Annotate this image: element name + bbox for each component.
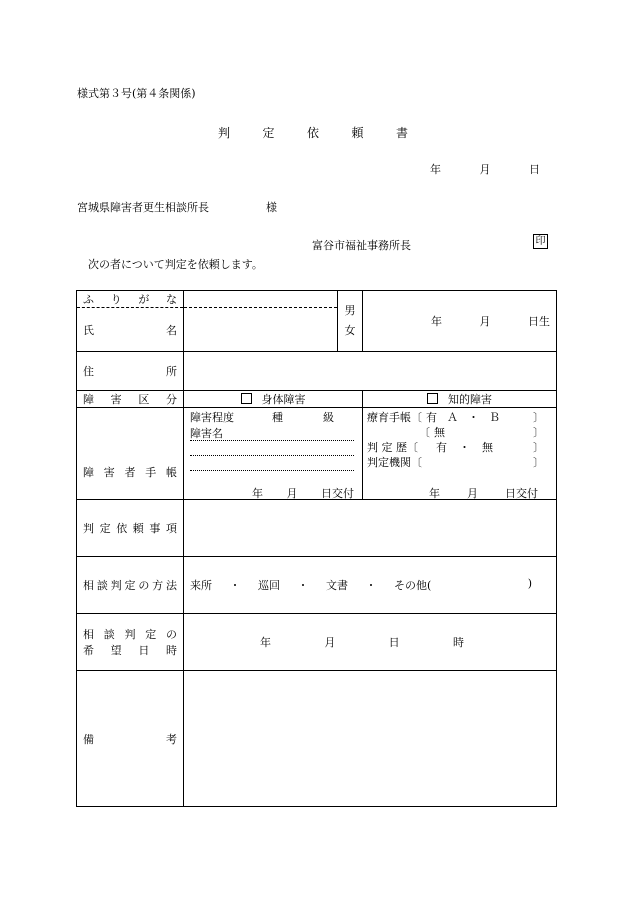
label-char: 望 bbox=[110, 644, 122, 657]
bracket-close: 〕 bbox=[533, 441, 544, 454]
request-statement: 次の者について判定を依頼します。 bbox=[88, 258, 263, 271]
label-char: ふ bbox=[83, 293, 94, 306]
label-char: 判 bbox=[110, 579, 122, 592]
dotted-line bbox=[190, 455, 354, 456]
bracket-open: 〔 bbox=[411, 456, 422, 469]
category-intellectual-option[interactable] bbox=[363, 391, 557, 408]
sex-selector[interactable] bbox=[338, 291, 363, 352]
method-document[interactable]: 文書 bbox=[326, 579, 348, 592]
label-char: な bbox=[165, 293, 177, 306]
disability-name-label: 障害名 bbox=[190, 427, 223, 440]
label-char: り bbox=[110, 293, 122, 306]
ryoiku-a[interactable]: Ａ bbox=[447, 411, 458, 424]
method-other-close: ) bbox=[527, 577, 532, 590]
label-char: 相 bbox=[83, 628, 94, 641]
wish-datetime-label bbox=[77, 614, 184, 671]
label-char: 害 bbox=[103, 465, 115, 479]
bracket-open: 〔 bbox=[407, 441, 418, 454]
history-label: 判 定 歴 bbox=[367, 441, 407, 454]
category-physical-option[interactable] bbox=[184, 391, 363, 408]
label-char: 日 bbox=[138, 644, 150, 657]
label-char: 判 bbox=[124, 628, 136, 641]
document-title bbox=[218, 124, 408, 141]
title-char: 判 bbox=[218, 126, 231, 140]
label-char: 所 bbox=[166, 365, 177, 378]
birthday-day: 日生 bbox=[528, 315, 550, 328]
birthday-month: 月 bbox=[479, 315, 491, 328]
label-char: 頼 bbox=[132, 522, 144, 535]
ryoiku-no[interactable]: 無 bbox=[434, 426, 445, 439]
wish-month: 月 bbox=[324, 636, 336, 649]
label-char: 項 bbox=[165, 522, 177, 535]
label-char: 障 bbox=[83, 393, 94, 406]
history-yes[interactable]: 有 bbox=[436, 441, 447, 454]
bracket-close: 〕 bbox=[533, 426, 544, 439]
separator-dot: ・ bbox=[468, 411, 479, 424]
label-char: の bbox=[138, 579, 150, 592]
checkbox-physical[interactable] bbox=[241, 393, 252, 404]
label-char: 希 bbox=[83, 644, 94, 657]
title-char: 定 bbox=[262, 126, 275, 140]
date-month: 月 bbox=[479, 163, 491, 176]
issue-day: 日交付 bbox=[505, 487, 538, 500]
checkbox-intellectual[interactable] bbox=[427, 393, 438, 404]
label-char: 考 bbox=[166, 732, 177, 746]
label-char: 定 bbox=[145, 628, 157, 641]
ryoiku-b[interactable]: Ｂ bbox=[489, 411, 500, 424]
name-field[interactable] bbox=[184, 308, 338, 352]
date-year: 年 bbox=[430, 163, 441, 176]
name-label bbox=[77, 308, 184, 352]
remarks-label bbox=[77, 671, 184, 807]
bracket-close: 〕 bbox=[533, 456, 544, 469]
label-char: 手 bbox=[145, 465, 157, 479]
issue-year: 年 bbox=[252, 487, 263, 500]
label-char: の bbox=[166, 628, 177, 641]
title-char: 依 bbox=[306, 126, 319, 140]
method-tour[interactable]: 巡回 bbox=[258, 579, 280, 592]
label-char: 害 bbox=[110, 393, 122, 406]
wish-year: 年 bbox=[260, 636, 271, 649]
furigana-field[interactable] bbox=[184, 291, 338, 308]
ryoiku-label: 療育手帳 bbox=[367, 411, 411, 424]
request-form-table bbox=[76, 290, 557, 807]
label-char: 備 bbox=[83, 732, 94, 746]
category-physical-label: 身体障害 bbox=[261, 393, 306, 406]
label-char: 談 bbox=[96, 579, 108, 592]
birthday-year: 年 bbox=[431, 315, 442, 328]
label-char: 帳 bbox=[166, 465, 177, 479]
label-char: 住 bbox=[83, 365, 94, 378]
request-items-field[interactable] bbox=[184, 500, 557, 557]
address-field[interactable] bbox=[184, 352, 557, 391]
label-char: 氏 bbox=[83, 323, 94, 337]
furigana-label bbox=[77, 291, 184, 308]
honorific: 様 bbox=[266, 201, 277, 214]
label-char: 定 bbox=[124, 579, 136, 592]
grade-unit: 級 bbox=[323, 411, 334, 424]
separator-dot: ・ bbox=[297, 579, 309, 592]
method-label bbox=[77, 557, 184, 614]
ryoiku-yes[interactable]: 有 bbox=[426, 411, 437, 424]
label-char: 判 bbox=[83, 522, 94, 535]
seal-stamp: 印 bbox=[533, 234, 548, 249]
method-other[interactable]: その他( bbox=[394, 579, 432, 592]
separator-dot: ・ bbox=[229, 579, 241, 592]
dotted-line bbox=[190, 440, 354, 441]
label-char: 分 bbox=[165, 393, 177, 406]
issue-month: 月 bbox=[286, 487, 298, 500]
addressee: 宮城県障害者更生相談所長 bbox=[77, 201, 209, 214]
date-day: 日 bbox=[529, 163, 540, 176]
sex-female[interactable]: 女 bbox=[344, 324, 356, 337]
issue-month: 月 bbox=[467, 487, 478, 500]
handbook-label bbox=[77, 408, 184, 500]
sender: 富谷市福祉事務所長 bbox=[312, 239, 411, 252]
bracket-open: 〔 bbox=[419, 426, 430, 439]
title-char: 書 bbox=[395, 126, 408, 140]
wish-datetime-field[interactable] bbox=[184, 614, 557, 671]
label-char: 障 bbox=[83, 465, 94, 479]
bracket-open: 〔 bbox=[411, 411, 422, 424]
label-char: 依 bbox=[116, 522, 128, 535]
separator-dot: ・ bbox=[365, 579, 377, 592]
label-char: 方 bbox=[152, 579, 164, 592]
category-intellectual-label: 知的障害 bbox=[448, 393, 492, 406]
sex-male[interactable]: 男 bbox=[344, 304, 356, 317]
remarks-field[interactable] bbox=[184, 671, 557, 807]
dotted-line bbox=[190, 470, 354, 471]
label-char: 時 bbox=[165, 644, 177, 657]
issue-day: 日交付 bbox=[321, 487, 354, 500]
method-visit[interactable]: 来所 bbox=[190, 579, 212, 592]
document-date[interactable] bbox=[430, 161, 540, 177]
label-char: が bbox=[138, 293, 150, 306]
history-no[interactable]: 無 bbox=[482, 441, 493, 454]
method-field[interactable] bbox=[184, 557, 557, 614]
label-char: 定 bbox=[99, 522, 111, 535]
label-char: 談 bbox=[103, 628, 115, 641]
label-char: 相 bbox=[83, 579, 94, 592]
category-label bbox=[77, 391, 184, 408]
label-char: 者 bbox=[124, 465, 136, 479]
physical-handbook-cell[interactable] bbox=[184, 408, 363, 500]
issue-year: 年 bbox=[429, 487, 440, 500]
label-char: 事 bbox=[149, 522, 161, 535]
label-char: 区 bbox=[138, 393, 150, 406]
wish-hour: 時 bbox=[452, 636, 464, 649]
separator-dot: ・ bbox=[459, 441, 470, 454]
form-number: 様式第３号(第４条関係) bbox=[77, 87, 196, 100]
label-char: 名 bbox=[166, 323, 177, 337]
kind-label: 種 bbox=[272, 411, 283, 424]
wish-day: 日 bbox=[388, 636, 400, 649]
grade-label: 障害程度 bbox=[190, 411, 234, 424]
address-label bbox=[77, 352, 184, 391]
request-items-label bbox=[77, 500, 184, 557]
agency-label: 判定機関 bbox=[367, 456, 411, 469]
birthday-field[interactable] bbox=[363, 291, 557, 352]
label-char: 法 bbox=[165, 579, 177, 592]
bracket-close: 〕 bbox=[533, 411, 544, 424]
intellectual-handbook-cell[interactable] bbox=[363, 408, 557, 500]
title-char: 頼 bbox=[351, 126, 364, 140]
